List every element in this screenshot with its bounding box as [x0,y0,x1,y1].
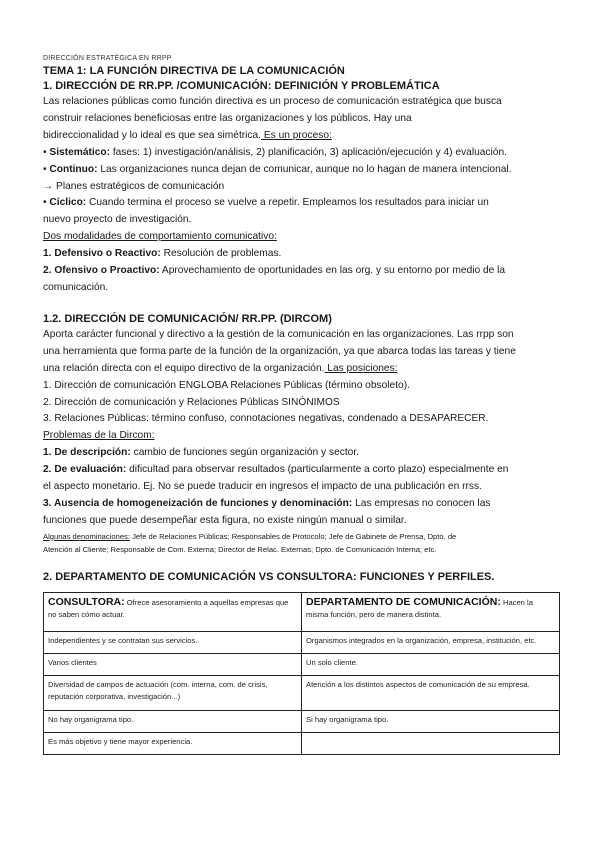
posicion-2: 2. Dirección de comunicación y Relaciones Públicas SINÓNIMOS [43,396,340,408]
table-cell: Es más objetivo y tiene mayor experiencia. [44,732,302,754]
table-cell: No hay organigrama tipo. [44,710,302,732]
bullet-continuo: • Continuo: Las organizaciones nunca dejan de comunicar, aunque no lo hagan de manera intencional. [43,163,512,175]
consultora-header: CONSULTORA: [48,595,125,608]
document-page [43,55,559,755]
bullet-sistematico: • Sistemático: fases: 1) investigación/análisis, 2) planificación, 3) aplicación/ejecución y 4) evaluación. [43,146,507,158]
posicion-3: 3. Relaciones Públicas: término confuso, connotaciones negativas, condenado a DESAPARECER. [43,413,489,425]
table-row [44,631,560,653]
section1-intro: Las relaciones públicas como función directiva es un proceso de comunicación estratégica que busca construir relaciones beneficiosas entre las organizaciones y los públicos. Hay una bidireccionalidad y lo ideal es que sea simétrica. Es un proceso: [43,96,502,141]
bullet-ciclico: • Cíclico: Cuando termina el proceso se vuelve a repetir. Empleamos los resultados para iniciar un nuevo proyecto de investigación. [43,197,489,226]
table-cell: Atención a los distintos aspectos de comunicación de su empresa. [302,675,560,710]
section2-title: 2. DEPARTAMENTO DE COMUNICACIÓN VS CONSULTORA: FUNCIONES Y PERFILES. [43,570,495,583]
table-cell: Organismos integrados en la organización, empresa, institución, etc. [302,631,560,653]
modalidad-1: 1. Defensivo o Reactivo: Resolución de problemas. [43,248,282,260]
table-cell: Independientes y se contratan sus servicios. [44,631,302,653]
table-row [44,710,560,732]
comparison-table [43,592,560,755]
spacer [43,556,559,570]
table-row [44,675,560,710]
problema-1: 1. De descripción: cambio de funciones según organización y sector. [43,447,359,459]
posiciones-heading: Las posiciones: [324,362,398,374]
section1-title: 1. DIRECCIÓN DE RR.PP. /COMUNICACIÓN: DEFINICIÓN Y PROBLEMÁTICA [43,80,440,92]
section12-paragraph: Aporta carácter funcional y directivo a la gestión de la comunicación en las organizaciones. Las rrpp son una herramienta que forma parte de la función de la organización, ya que abarca todas las tareas y tiene una relación directa con el equipo directivo de la organización. Las posiciones: [43,328,516,374]
section12-title: 1.2. DIRECCIÓN DE COMUNICACIÓN/ RR.PP. (DIRCOM) [43,312,332,325]
table-row [44,732,560,754]
table-cell: Diversidad de campos de actuación (com. interna, com. de crisis, reputación corporativa, investigación...) [44,675,302,710]
modalidades-heading: Dos modalidades de comportamiento comunicativo: [43,231,277,243]
posicion-1: 1. Dirección de comunicación ENGLOBA Relaciones Públicas (término obsoleto). [43,379,410,391]
arrow-note: → Planes estratégicos de comunicación [43,180,225,192]
problemas-heading: Problemas de la Dircom: [43,430,155,442]
departamento-header: DEPARTAMENTO DE COMUNICACIÓN: [306,595,501,608]
departamento-header-cell: DEPARTAMENTO DE COMUNICACIÓN: Hacen la misma función, pero de manera distinta. [302,592,560,631]
problema-2: 2. De evaluación: dificultad para observar resultados (particularmente a corto plazo) especialmente en el aspecto monetario. Ej. No se puede traducir en ingresos el impacto de una publicación en rrss. [43,464,509,493]
consultora-header-cell: CONSULTORA: Ofrece asesoramiento a aquellas empresas que no saben cómo actuar. [44,592,302,631]
running-header: DIRECCIÓN ESTRATÉGICA EN RRPP [43,55,172,62]
table-cell: Varios clientes [44,653,302,675]
spacer [43,297,559,312]
modalidad-2: 2. Ofensivo o Proactivo: Aprovechamiento de oportunidades en las org. y su entorno por medio de la comunicación. [43,265,506,293]
table-header-row [44,592,560,631]
table-row [44,653,560,675]
tema-title: TEMA 1: LA FUNCIÓN DIRECTIVA DE LA COMUNICACIÓN [43,65,345,77]
table-cell [302,732,560,754]
denominaciones-note: Algunas denominaciones: Jefe de Relaciones Públicas; Responsables de Protocolo; Jefe de Gabinete de Prensa, Dpto. de Atención al Cliente; Responsable de Com. Externa; Director de Relac. Externas; Dpto. de Comunicación Interna; etc. [43,531,457,554]
problema-3: 3. Ausencia de homogeneización de funciones y denominación: Las empresas no conocen las funciones que puede desempeñar esta figura, no existe ningún manual o similar. [43,497,491,526]
proceso-heading: Es un proceso: [261,129,332,141]
table-cell: Si hay organigrama tipo. [302,710,560,732]
table-cell: Un solo cliente. [302,653,560,675]
